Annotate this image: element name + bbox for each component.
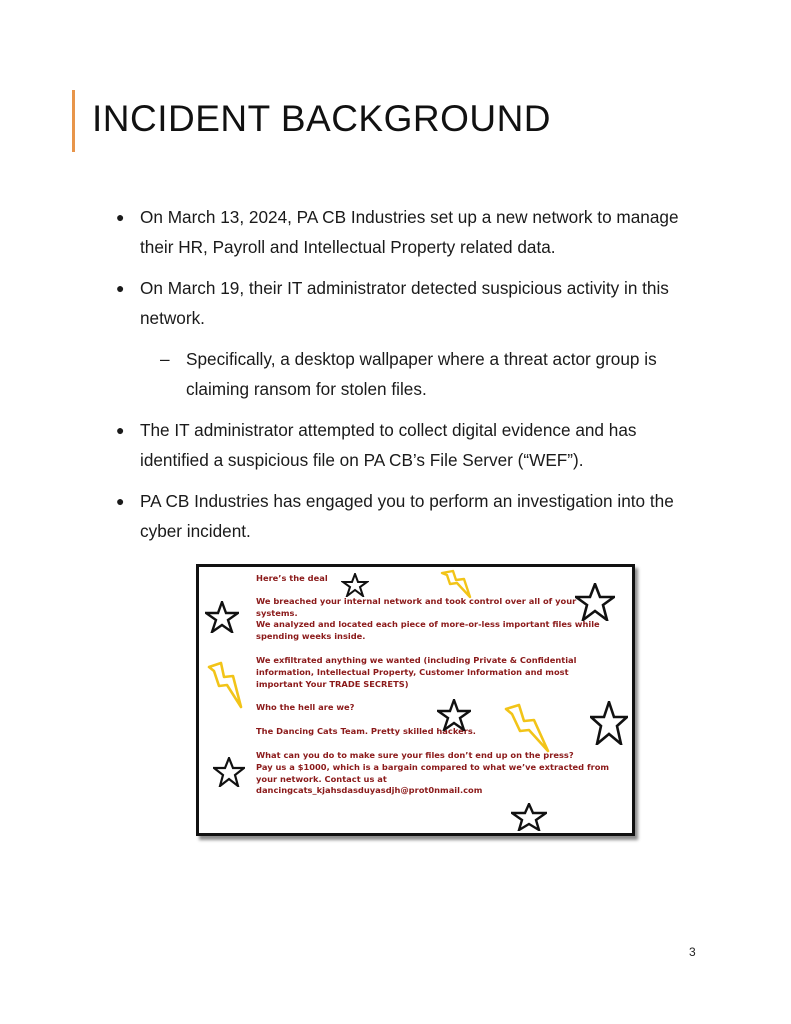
bullet-list xyxy=(112,202,692,557)
bullet-text: On March 19, their IT administrator detected suspicious activity in this network. xyxy=(140,278,669,328)
star-icon xyxy=(341,573,369,597)
star-icon xyxy=(205,601,239,633)
bullet-marker: ● xyxy=(116,422,125,438)
sub-bullet-marker: – xyxy=(160,349,170,369)
star-icon xyxy=(511,803,547,831)
star-icon xyxy=(575,583,615,621)
note-line: What can you do to make sure your files don’t end up on the press? xyxy=(256,749,574,760)
list-item xyxy=(112,486,692,546)
page-number: 3 xyxy=(689,945,696,959)
list-item xyxy=(112,415,692,475)
star-icon xyxy=(213,757,245,787)
bullet-marker: ● xyxy=(116,209,125,225)
bullet-marker: ● xyxy=(116,493,125,509)
lightning-icon xyxy=(439,569,473,599)
ransom-note-text xyxy=(256,573,616,797)
bullet-text: On March 13, 2024, PA CB Industries set up a new network to manage their HR, Payroll and Intellectual Property related data. xyxy=(140,207,679,257)
note-line: Pay us a $1000, which is a bargain compared to what we’ve extracted from your network. Contact us at xyxy=(256,761,610,784)
star-icon xyxy=(437,699,471,731)
lightning-icon xyxy=(207,661,243,709)
list-item xyxy=(112,202,692,262)
lightning-icon xyxy=(503,703,551,753)
page-title: INCIDENT BACKGROUND xyxy=(92,98,552,139)
ransom-note-image xyxy=(196,564,635,836)
title-accent-bar xyxy=(72,90,75,152)
note-line: We analyzed and located each piece of more-or-less important files while spending weeks inside. xyxy=(256,619,600,642)
note-line: The Dancing Cats Team. Pretty skilled hackers. xyxy=(256,726,476,737)
bullet-text: PA CB Industries has engaged you to perform an investigation into the cyber incident. xyxy=(140,491,674,541)
note-line: dancingcats_kjahsdasduyasdjh@prot0nmail.com xyxy=(256,785,483,796)
note-line: Here’s the deal xyxy=(256,573,328,583)
note-line: Who the hell are we? xyxy=(256,702,355,713)
sub-list-item xyxy=(112,344,692,404)
star-icon xyxy=(590,701,628,745)
bullet-marker: ● xyxy=(116,280,125,296)
bullet-text: The IT administrator attempted to collect digital evidence and has identified a suspicious file on PA CB’s File Server (“WEF”). xyxy=(140,420,637,470)
note-line: We exfiltrated anything we wanted (including Private & Confidential information, Intellectual Property, Customer Information and most important Your TRADE SECRETS) xyxy=(256,654,577,689)
list-item xyxy=(112,273,692,333)
sub-bullet-text: Specifically, a desktop wallpaper where a threat actor group is claiming ransom for stolen files. xyxy=(186,349,657,399)
note-line: We breached your internal network and took control over all of your systems. xyxy=(256,595,577,618)
